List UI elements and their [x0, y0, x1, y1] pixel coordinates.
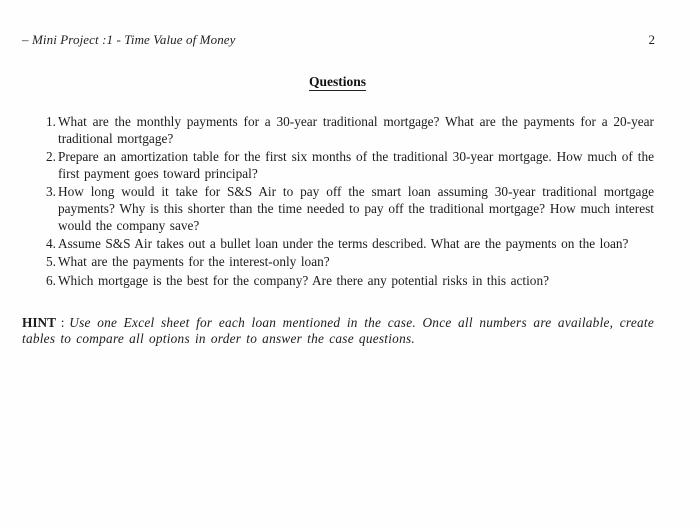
question-text: Prepare an amortization table for the first six months of the traditional 30-year mortgage. How much of the first payment goes toward principal?	[58, 149, 654, 181]
question-text: Assume S&S Air takes out a bullet loan under the terms described. What are the payments on the loan?	[58, 236, 629, 252]
section-title	[0, 74, 675, 90]
question-item	[30, 236, 654, 253]
question-number: 6.	[46, 272, 56, 288]
question-number: 4.	[46, 236, 56, 252]
question-number: 3.	[46, 184, 56, 200]
question-number: 2.	[46, 149, 56, 165]
running-header: – Mini Project :1 - Time Value of Money	[22, 32, 236, 47]
hint-text: Use one Excel sheet for each loan mentioned in the case. Once all numbers are available, create tables to compare all options in order to answer the case questions.	[22, 315, 654, 346]
question-item	[30, 184, 654, 234]
question-text: How long would it take for S&S Air to pay off the smart loan assuming 30-year traditional mortgage payments? Why is this shorter than the time needed to pay off the traditional mortgage? How much interest would the company save?	[58, 184, 654, 233]
page-number: 2	[648, 32, 655, 47]
question-item	[30, 114, 654, 148]
questions-list	[30, 114, 654, 291]
hint-label: HINT	[22, 315, 56, 330]
hint-paragraph	[22, 315, 654, 346]
question-number: 5.	[46, 254, 56, 270]
question-text: Which mortgage is the best for the company? Are there any potential risks in this action?	[58, 272, 550, 288]
question-text: What are the payments for the interest-only loan?	[58, 254, 330, 270]
question-item	[30, 149, 654, 183]
question-item	[30, 273, 654, 290]
question-text: What are the monthly payments for a 30-year traditional mortgage? What are the payments for a 20-year traditional mortgage?	[58, 114, 654, 146]
hint-separator: :	[56, 315, 70, 330]
question-item	[30, 254, 654, 271]
question-number: 1.	[46, 114, 56, 129]
section-title-text: Questions	[308, 74, 366, 89]
